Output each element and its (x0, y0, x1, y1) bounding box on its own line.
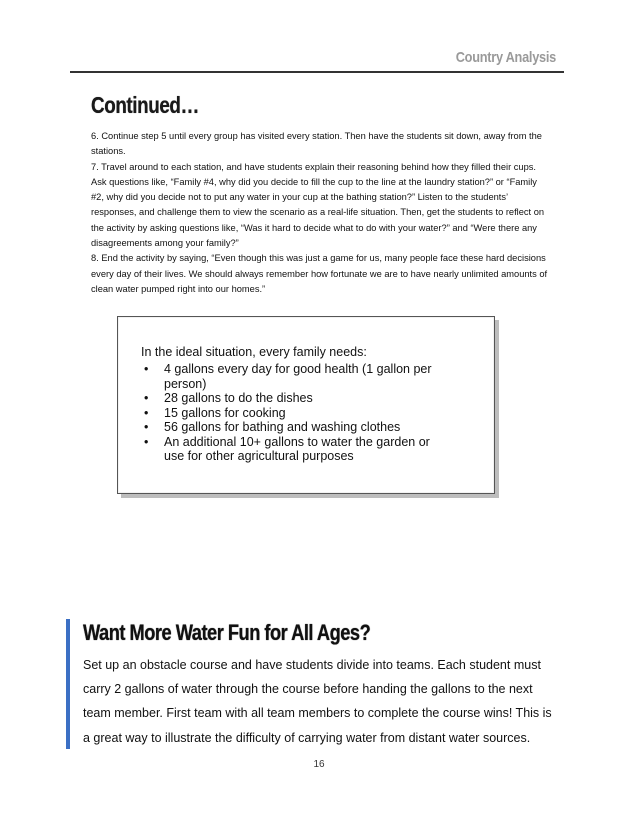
list-item: • 15 gallons for cooking (144, 405, 286, 420)
list-item: • 28 gallons to do the dishes (144, 391, 313, 405)
list-item: • 56 gallons for bathing and washing clothes (144, 420, 401, 434)
bullet-icon: • (144, 362, 149, 376)
subsection-body: Set up an obstacle course and have students divide into teams. Each student must carry 2 gallons of water through the course before handing the gallons to the next team member. First team with all team members to complete the course wins! This is a great way to illustrate the difficulty of carrying water from distant water sources. (83, 658, 552, 745)
callout-intro: In the ideal situation, every family needs: (141, 345, 367, 359)
bullet-icon: • (144, 391, 149, 405)
running-header: Country Analysis (455, 49, 556, 66)
bullet-icon: • (144, 405, 149, 420)
bullet-icon: • (144, 420, 149, 434)
header-rule (70, 71, 564, 73)
list-item: • 4 gallons every day for good health (1 gallon per person) (144, 362, 432, 391)
subsection-title: Want More Water Fun for All Ages? (83, 620, 371, 645)
callout-box (117, 316, 495, 494)
page-number: 16 (313, 759, 325, 770)
accent-bar (66, 619, 70, 749)
needs-list (142, 362, 442, 464)
list-item: • An additional 10+ gallons to water the garden or use for other agricultural purposes (144, 434, 430, 463)
step-7: 7. Travel around to each station, and have students explain their reasoning behind how they filled their cups. Ask questions like, “Family #4, why did you decide to fill the cup to the line at the laundry station?” or “Family #2, why did you decide not to put any water in your cup at the bathing station?” Listen to the students’ responses, and challenge them to view the scenario as a real-life situation. Then, get the students to reflect on the activity by asking questions like, “Was it hard to decide what to do with your water?” and “Were there any disagreements among your family?” (91, 161, 545, 249)
step-6: 6. Continue step 5 until every group has visited every station. Then have the students sit down, away from the stations. (91, 131, 542, 157)
step-8: 8. End the activity by saying, “Even though this was just a game for us, many people face these hard decisions every day of their lives. We should always remember how fortunate we are to have nearly unlimited amounts of clean water pumped right into our homes.” (91, 253, 548, 294)
section-title: Continued… (91, 92, 199, 118)
steps-text (91, 129, 551, 297)
bullet-icon: • (144, 434, 149, 449)
